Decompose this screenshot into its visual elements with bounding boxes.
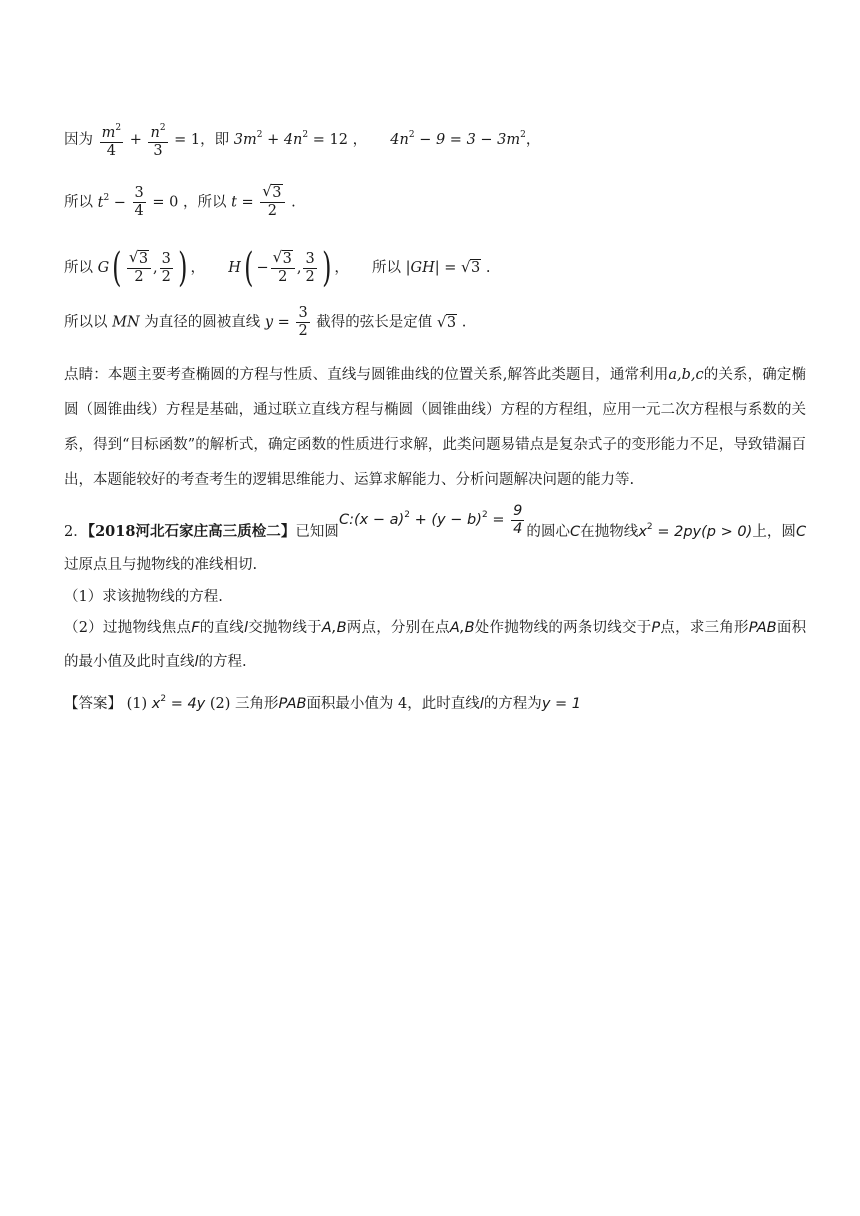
question-2: 2．【2018河北石家庄高三质检二】已知圆C:(x − $a)^2 + (y - b)^2$ = $\frac{9}{4}$ 的圆心C在抛物线$x^2 = 2py(p > 0)$上，圆C过原点且与抛物线的准线相切. xyxy=(64,502,807,573)
question-part-2: （2）过抛物线焦点F的直线l交抛物线于A,B两点，分别在点A,B处作抛物线的两条切线交于P点，求三角形PAB面积的最小值及此时直线l的方程. xyxy=(64,620,807,670)
answer-label: 【答案】 xyxy=(64,696,122,712)
distance-GH: |GH| xyxy=(405,260,440,276)
answer-line: 【答案】 (1) $x^2 = 4y$ (2) 三角形PAB面积最小值为 4，此时直线l的方程为y = 1 xyxy=(64,694,581,712)
sqrt-3: √ 3 xyxy=(461,258,481,276)
fraction-m2-over-4: $\frac{m^2}{4}$ xyxy=(100,120,123,160)
text-because: 因为 xyxy=(64,132,93,148)
comment-paragraph: 点睛：本题主要考查椭圆的方程与性质、直线与圆锥曲线的位置关系,解答此类题目，通常利用a,b,c的关系，确定椭圆（圆锥曲线）方程是基础，通过联立直线方程与椭圆（圆锥曲线）方程的方程组，应用一元二次方程根与系数的关系，得到“目标函数”的解析式，确定函数的性质进行求解，此类问题易错点是复杂式子的变形能力不足，导致错漏百出，本题能较好的考查考生的逻辑思维能力、运算求解能力、分析问题解决问题的能力等. xyxy=(64,367,806,488)
equation-line-2: 所以 $t^2$ − $\frac{3}{4}$ = 0 ，所以 t = √ 3 2 . xyxy=(64,182,296,219)
equation-3m2-4n2: $3m^2 + 4n^2 = 12$ ， xyxy=(233,130,368,148)
equation-line-4: 所以以 MN 为直径的圆被直线 y = $\frac{3}{2}$ 截得的弦长是定值 √ 3 . xyxy=(64,305,467,339)
equation-t2: $t^2$ − xyxy=(97,192,126,211)
fraction-sqrt3-over-2: √ 3 2 xyxy=(260,185,284,220)
fraction-3-over-4: $\frac{3}{4}$ xyxy=(134,185,144,219)
equation-4n2-minus-9: $4n^2 - 9 = 3 - 3m^2$， xyxy=(390,130,541,148)
fraction-3-over-2: $\frac{3}{2}$ xyxy=(298,305,308,339)
circle-equation: C:(x − $a)^2 + (y - b)^2$ = $\frac{9}{4}$ xyxy=(338,502,523,537)
equation-line-3: 所以 G( √ 3 2 , $\frac{3}{2}$ ) ， H( − √ 3 2 , $\frac{3}{2}$ ) ， 所以 |GH| = √ 3 . xyxy=(64,245,491,291)
equation-line-1: 因为 $\frac{m^2}{4}$ + $\frac{n^2}{3}$ = 1，即 $3m^2 + 4n^2 = 12$ ， $4n^2 - 9 = 3 - 3m^2$， xyxy=(64,120,540,160)
point-G: G xyxy=(97,260,110,276)
answer-line-equation: y = 1 xyxy=(541,696,581,712)
question-source: 【2018河北石家庄高三质检二】 xyxy=(87,523,296,540)
point-H: H xyxy=(228,260,241,276)
parabola-equation: $x^2 = 2py(p > 0)$ xyxy=(638,522,753,540)
answer-parabola: $x^2 = 4y$ xyxy=(151,694,206,712)
sqrt-3-chord: √ 3 xyxy=(436,312,457,331)
question-part-1: （1）求该抛物线的方程. xyxy=(64,589,223,605)
fraction-n2-over-3: $\frac{n^2}{3}$ xyxy=(148,120,167,160)
